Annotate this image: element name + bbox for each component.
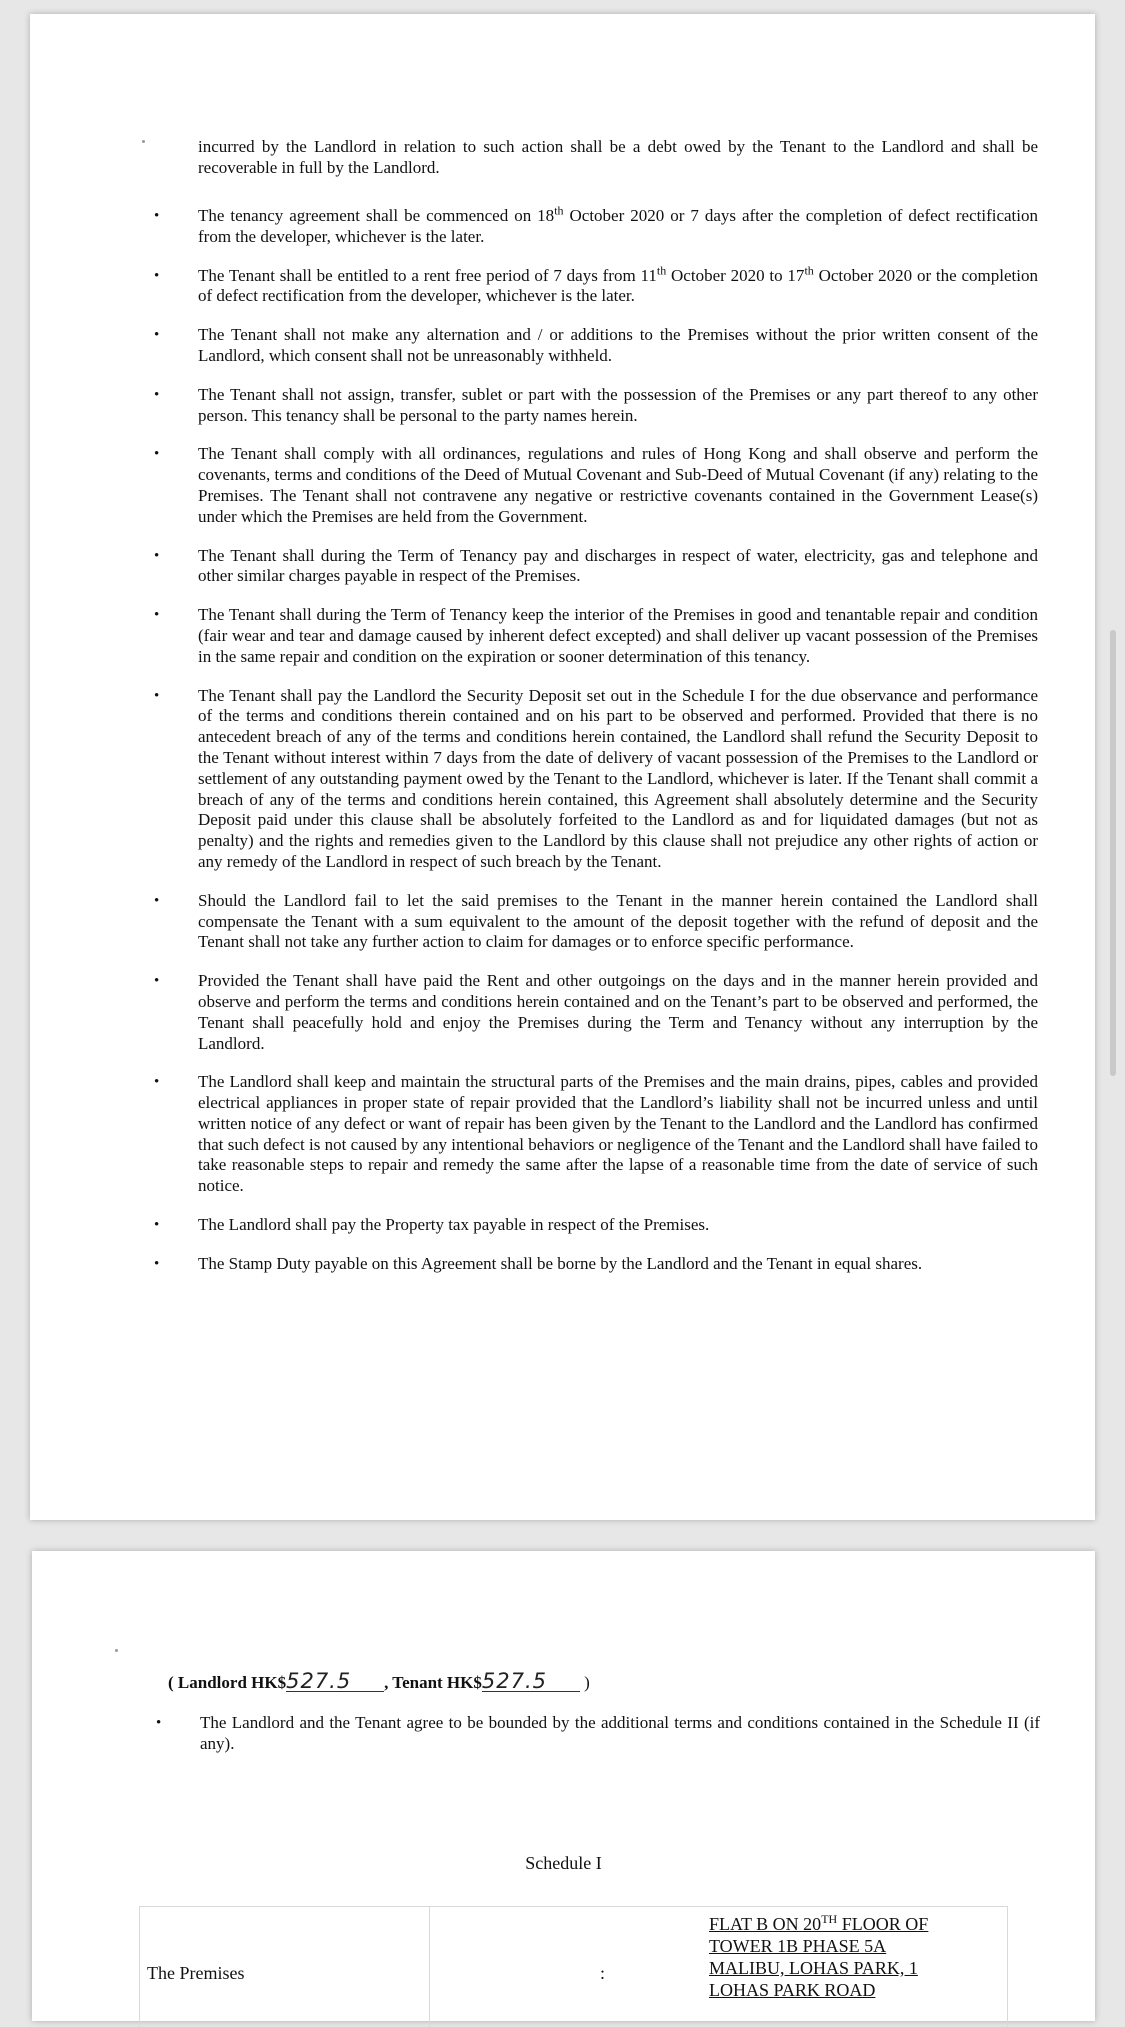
- bullet: •: [154, 892, 160, 909]
- clause-text: The Tenant shall not make any alternation and / or additions to the Premises without the prior written consent of the Landlord, which consent shall not be unreasonably withheld.: [198, 325, 1038, 365]
- document-page-1: [30, 14, 1095, 1520]
- premises-colon: :: [600, 1963, 606, 1983]
- premises-line-1: [709, 1913, 935, 1935]
- superscript: th: [554, 203, 564, 218]
- clause-text: The Tenant shall during the Term of Tenancy pay and discharges in respect of water, electricity, gas and telephone and other similar charges payable in respect of the Premises.: [198, 545, 1038, 586]
- continuation-paragraph: incurred by the Landlord in relation to such action shall be a debt owed by the Tenant to the Landlord and shall be recoverable in full by the Landlord.: [198, 137, 1038, 177]
- clause-item: [30, 1072, 1038, 1197]
- clause-text: October 2020 or 7 days after the completion of defect rectification from the developer, whichever is the later.: [198, 206, 1039, 246]
- landlord-stamp-amount: 527.5: [286, 1671, 384, 1692]
- clause-text: The tenancy agreement shall be commenced on 18: [198, 206, 555, 225]
- bullet: •: [156, 1715, 162, 1731]
- clause-item: [30, 891, 1038, 953]
- schedule-title: Schedule I: [525, 1853, 602, 1873]
- clause-item: [30, 385, 1038, 427]
- clause-item: [30, 686, 1038, 873]
- scrollbar-thumb[interactable]: [1110, 630, 1116, 1076]
- clause-item: [30, 546, 1038, 588]
- stamp-close-paren: ): [579, 1673, 590, 1692]
- superscript: TH: [821, 1912, 838, 1926]
- clause-list: [30, 203, 1095, 1293]
- clause-item: [30, 971, 1038, 1054]
- bounded-clause: [32, 1713, 1040, 1755]
- bullet: •: [154, 208, 160, 224]
- scan-speck: [142, 140, 145, 143]
- clause-text: The Landlord shall keep and maintain the structural parts of the Premises and the main drains, pipes, cables and provided electrical appliances in proper state of repair provided that the Landlord’s liability shall not be incurred unless and until written notice of any defect or want of repair has been given by the Tenant to the Landlord and the Landlord has confirmed that such defect is not caused by any intentional behaviors or negligence of the Tenant and the Landlord shall have failed to take reasonable steps to repair and remedy the same after the lapse of a reasonable time from the date of service of such notice.: [198, 1072, 1038, 1196]
- clause-item: [30, 1215, 1038, 1236]
- premises-line-4: LOHAS PARK ROAD: [709, 1980, 876, 2000]
- tenant-stamp-amount: 527.5: [482, 1671, 580, 1692]
- document-page-2: [32, 1551, 1095, 2021]
- clause-item: [30, 605, 1038, 667]
- clause-item: [30, 262, 1038, 308]
- stamp-duty-line: [168, 1671, 590, 1693]
- clause-text: The Tenant shall during the Term of Tenancy keep the interior of the Premises in good and tenantable repair and condition (fair wear and tear and damage caused by inherent defect excepted) and shall deliver up vacant possession of the Premises in the same repair and condition on the expiration or sooner determination of this tenancy.: [198, 605, 1038, 666]
- clause-text: The Landlord shall pay the Property tax payable in respect of the Premises.: [198, 1215, 710, 1235]
- clause-text: The Landlord and the Tenant agree to be bounded by the additional terms and conditions contained in the Schedule II (if any).: [200, 1713, 1040, 1753]
- premises-text: FLOOR OF: [837, 1914, 929, 1934]
- clause-item: [30, 444, 1038, 527]
- clause-text: Provided the Tenant shall have paid the Rent and other outgoings on the days and in the manner herein provided and observe and perform the terms and conditions herein contained and on the Tenant’s part to be observed and performed, the Tenant shall peacefully hold and enjoy the Premises during the Term and Tenancy without any interruption by the Landlord.: [198, 971, 1038, 1053]
- clause-text: October 2020 to 17: [666, 265, 805, 285]
- premises-value: [709, 1913, 935, 2001]
- clause-text: The Tenant shall not assign, transfer, sublet or part with the possession of the Premises or any part thereof to any other person. This tenancy shall be personal to the party names herein.: [198, 384, 1038, 425]
- clause-item: [30, 203, 1039, 248]
- bullet: •: [154, 1255, 160, 1272]
- bullet: •: [154, 327, 160, 344]
- clause-text: The Tenant shall comply with all ordinances, regulations and rules of Hong Kong and shall observe and perform the covenants, terms and conditions of the Deed of Mutual Covenant and Sub-Deed of Mutual Covenant (if any) relating to the Premises. The Tenant shall not contravene any negative or restrictive covenants contained in the Government Lease(s) under which the Premises are held from the Government.: [198, 444, 1038, 526]
- clause-item: [30, 325, 1038, 367]
- superscript: th: [656, 262, 667, 277]
- clause-text: Should the Landlord fail to let the said premises to the Tenant in the manner herein contained the Landlord shall compensate the Tenant with a sum equivalent to the amount of the deposit together with the refund of deposit and the Tenant shall not take any further action to claim for damages or to enforce specific performance.: [198, 890, 1038, 952]
- bullet: •: [154, 973, 160, 990]
- bullet: •: [154, 267, 160, 284]
- schedule-table: [139, 1906, 1008, 2027]
- superscript: th: [804, 262, 814, 277]
- clause-item: [32, 1713, 1095, 1773]
- stamp-open-paren: (: [168, 1673, 178, 1692]
- clause-text: October 2020 or the completion of defect rectification from the developer, whichever is the later.: [198, 265, 1038, 306]
- bullet: •: [154, 446, 160, 463]
- landlord-stamp-label: Landlord HK$: [177, 1673, 287, 1692]
- premises-line-3: MALIBU, LOHAS PARK, 1: [709, 1958, 918, 1978]
- clause-text: The Stamp Duty payable on this Agreement shall be borne by the Landlord and the Tenant in equal shares.: [198, 1253, 923, 1273]
- premises-label: The Premises: [147, 1963, 245, 1983]
- scan-speck: [115, 1649, 118, 1652]
- bullet: •: [154, 687, 160, 704]
- clause-item: [30, 1254, 1038, 1275]
- premises-line-2: TOWER 1B PHASE 5A: [709, 1936, 887, 1956]
- bullet: •: [154, 386, 160, 403]
- bullet: •: [154, 1074, 160, 1091]
- bullet: •: [154, 1217, 160, 1234]
- bullet: •: [154, 547, 160, 564]
- clause-text: The Tenant shall pay the Landlord the Security Deposit set out in the Schedule I for the due observance and performance of the terms and conditions therein contained and on his part to be observed and performed. Provided that there is no antecedent breach of any of the terms and conditions herein contained, the Landlord shall refund the Security Deposit to the Tenant without interest within 7 days from the date of delivery of vacant possession of the Premises to the Landlord or settlement of any outstanding payment owed by the Tenant to the Landlord, whichever is later. If the Tenant shall commit a breach of any of the terms and conditions herein contained, this Agreement shall absolutely determine and the Security Deposit paid under this clause shall be absolutely forfeited to the Landlord as and for liquidated damages (but not as penalty) and the rights and remedies given to the Landlord by this clause shall not prejudice any other rights of action or any remedy of the Landlord in respect of such breach by the Tenant.: [198, 685, 1038, 871]
- clause-text: The Tenant shall be entitled to a rent free period of 7 days from 11: [198, 265, 657, 285]
- premises-text: FLAT B ON 20: [709, 1914, 822, 1934]
- bullet: •: [154, 607, 160, 624]
- tenant-stamp-label: , Tenant HK$: [384, 1673, 482, 1692]
- table-divider: [429, 1907, 430, 2027]
